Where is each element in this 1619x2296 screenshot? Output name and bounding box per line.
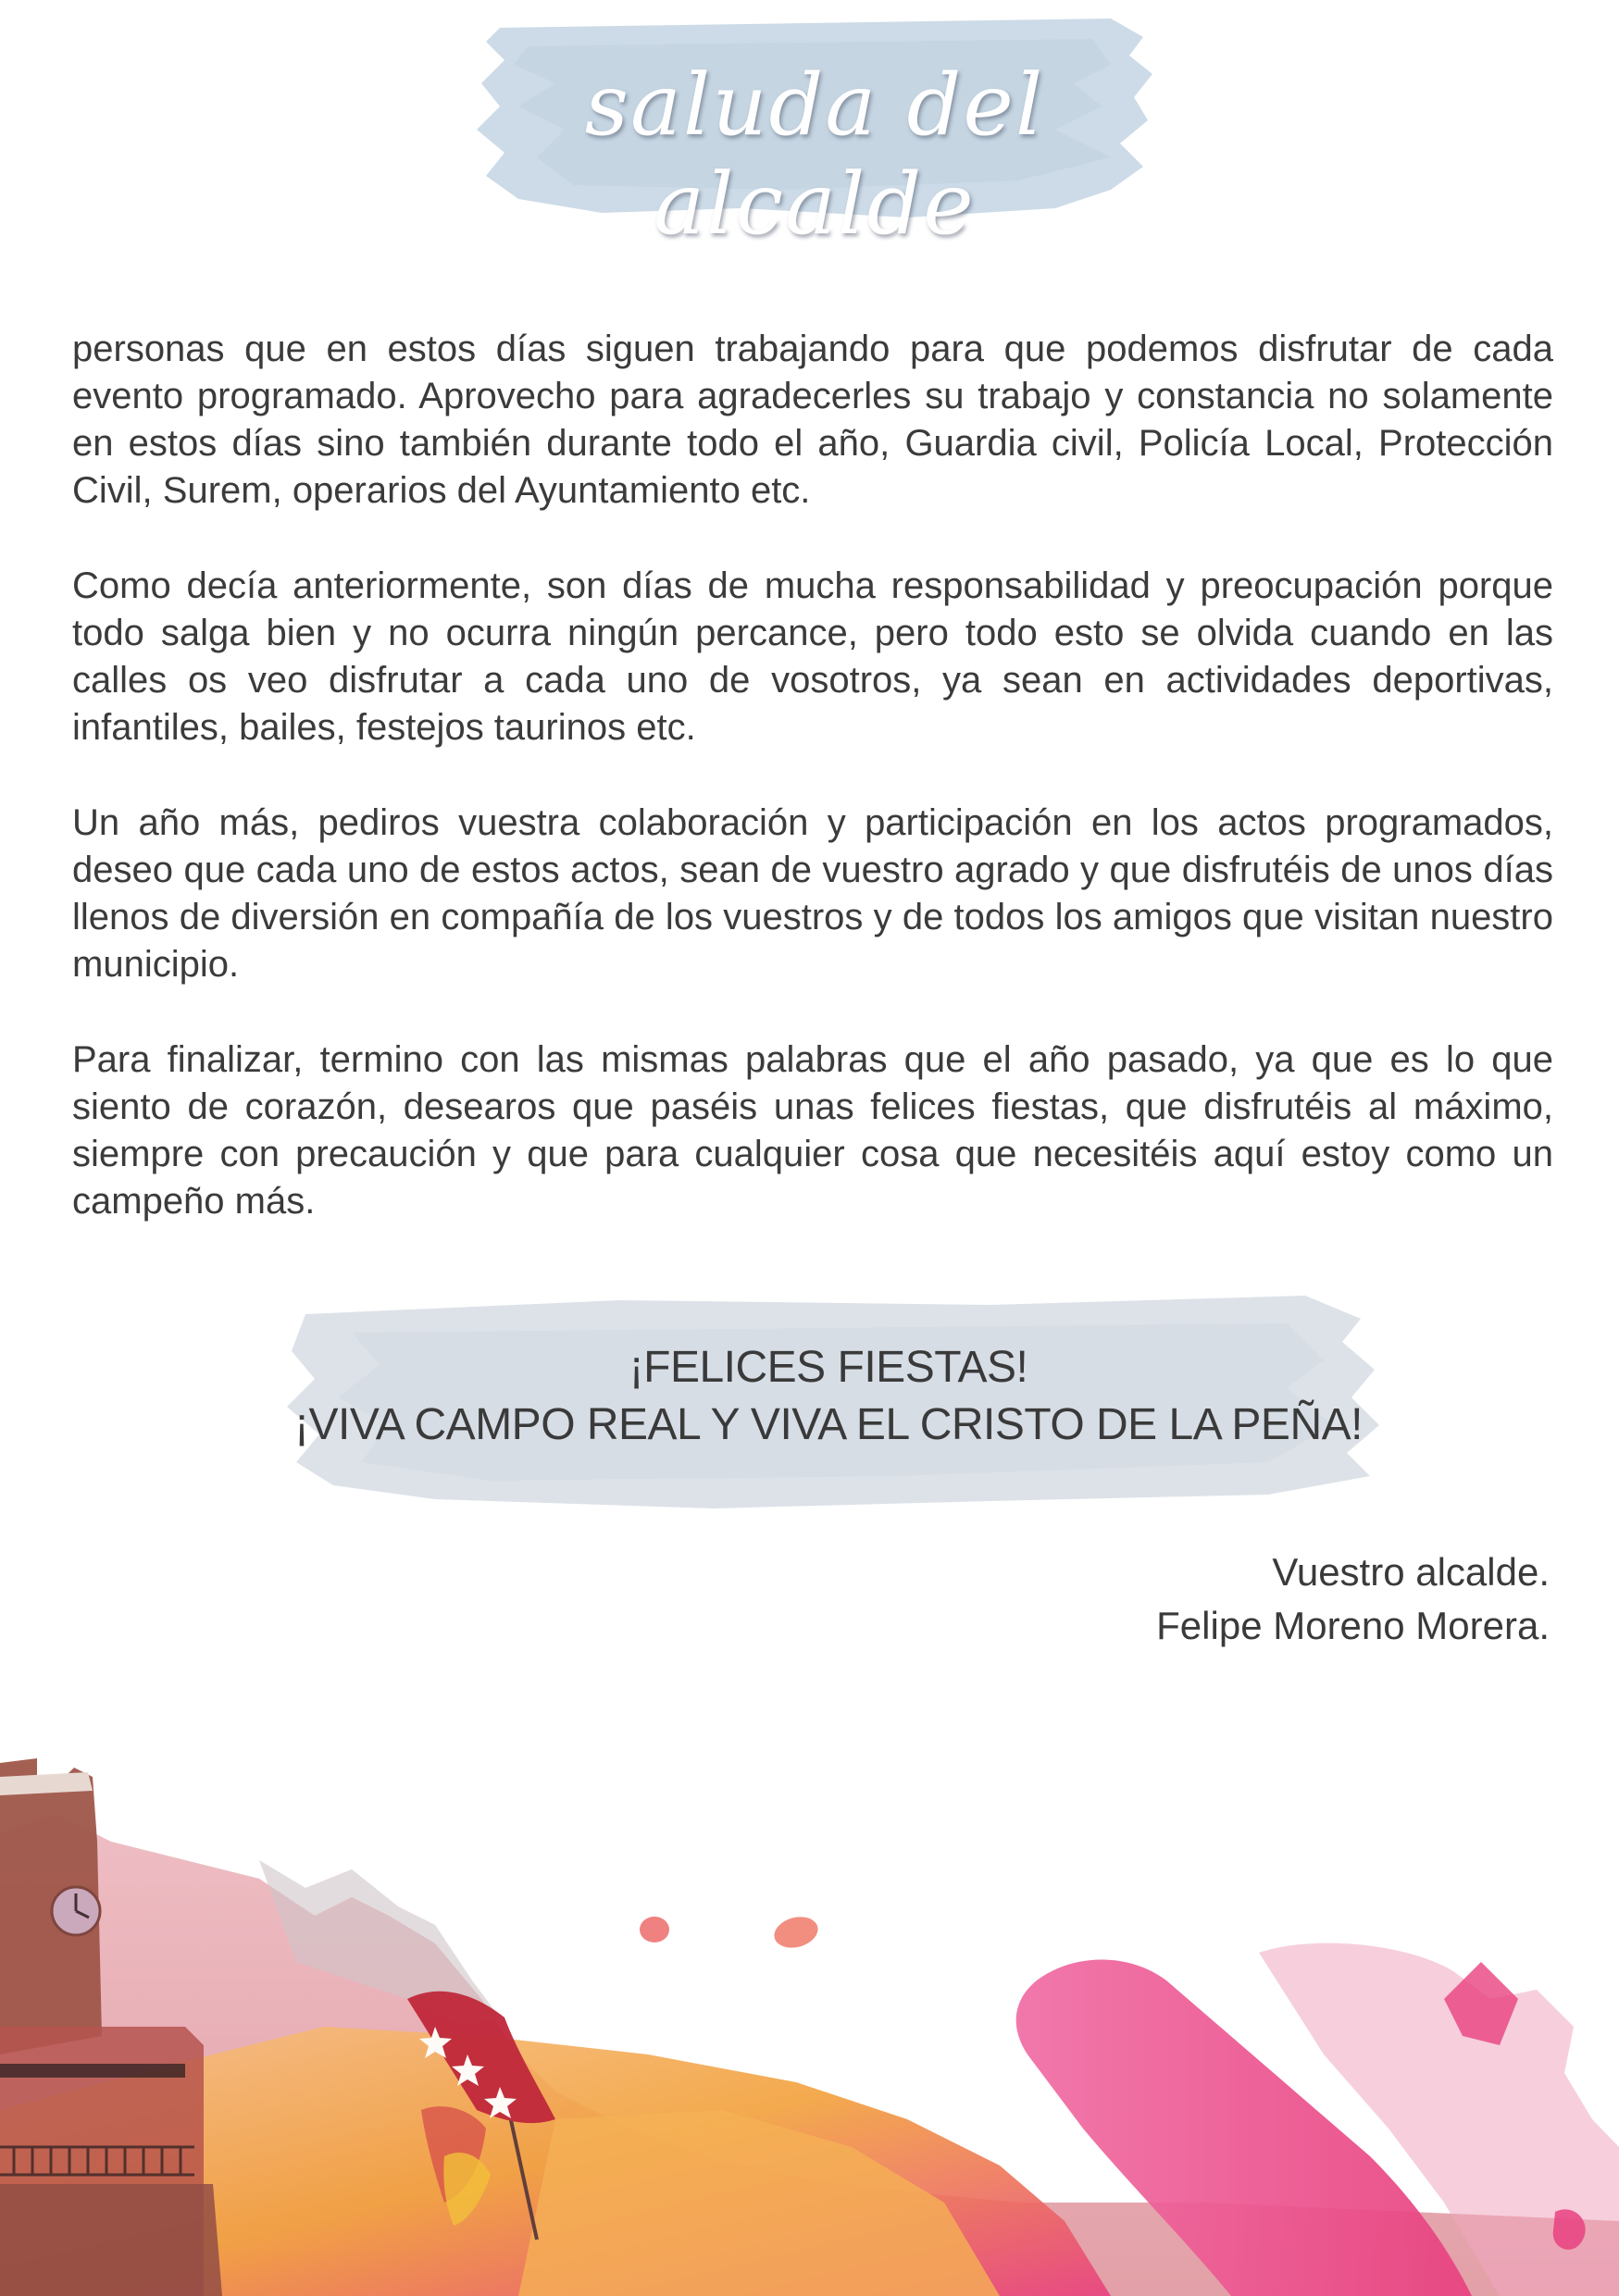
letter-body bbox=[72, 326, 1553, 1273]
petal-2 bbox=[771, 1912, 822, 1952]
petal-1 bbox=[640, 1917, 669, 1942]
greeting-line-1: ¡FELICES FIESTAS! bbox=[629, 1343, 1028, 1392]
paragraph-3: Un año más, pediros vuestra colaboración y participación en los actos programados, deseo que cada uno de estos actos, sean de vuestro agrado y que disfrutéis de unos días llenos de diversión en compañía de los vuestros y de todos los amigos que visitan nuestro municipio. bbox=[72, 802, 1553, 985]
greeting-banner bbox=[250, 1286, 1407, 1518]
greeting-line-2: ¡VIVA CAMPO REAL Y VIVA EL CRISTO DE LA PEÑA! bbox=[294, 1400, 1363, 1449]
paragraph-2: Como decía anteriormente, son días de mucha responsabilidad y preocupación porque todo salga bien y no ocurra ningún percance, pero todo esto se olvida cuando en las calles os veo disfrutar a cada uno de vosotros, ya sean en actividades deportivas, infantiles, bailes, festejos taurinos etc. bbox=[72, 565, 1553, 748]
paragraph-1: personas que en estos días siguen trabajando para que podemos disfrutar de cada evento programado. Aprovecho para agradecerles su trabajo y constancia no solamente en estos días sino también durante todo el año, Guardia civil, Policía Local, Protección Civil, Surem, operarios del Ayuntamiento etc. bbox=[72, 329, 1553, 511]
signature-name: Felipe Moreno Morera. bbox=[1156, 1604, 1550, 1647]
signature bbox=[1156, 1545, 1550, 1653]
title-banner bbox=[463, 19, 1166, 254]
paragraph-4: Para finalizar, termino con las mismas palabras que el año pasado, ya que es lo que siento de corazón, desearos que paséis unas felices fiestas, que disfrutéis al máximo, siempre con precaución y que para cualquier cosa que necesitéis aquí estoy como un campeño más. bbox=[72, 1039, 1553, 1222]
page-title: saluda del alcalde bbox=[584, 56, 1045, 254]
signature-role: Vuestro alcalde. bbox=[1272, 1550, 1550, 1594]
watercolor-illustration bbox=[0, 1721, 1619, 2296]
